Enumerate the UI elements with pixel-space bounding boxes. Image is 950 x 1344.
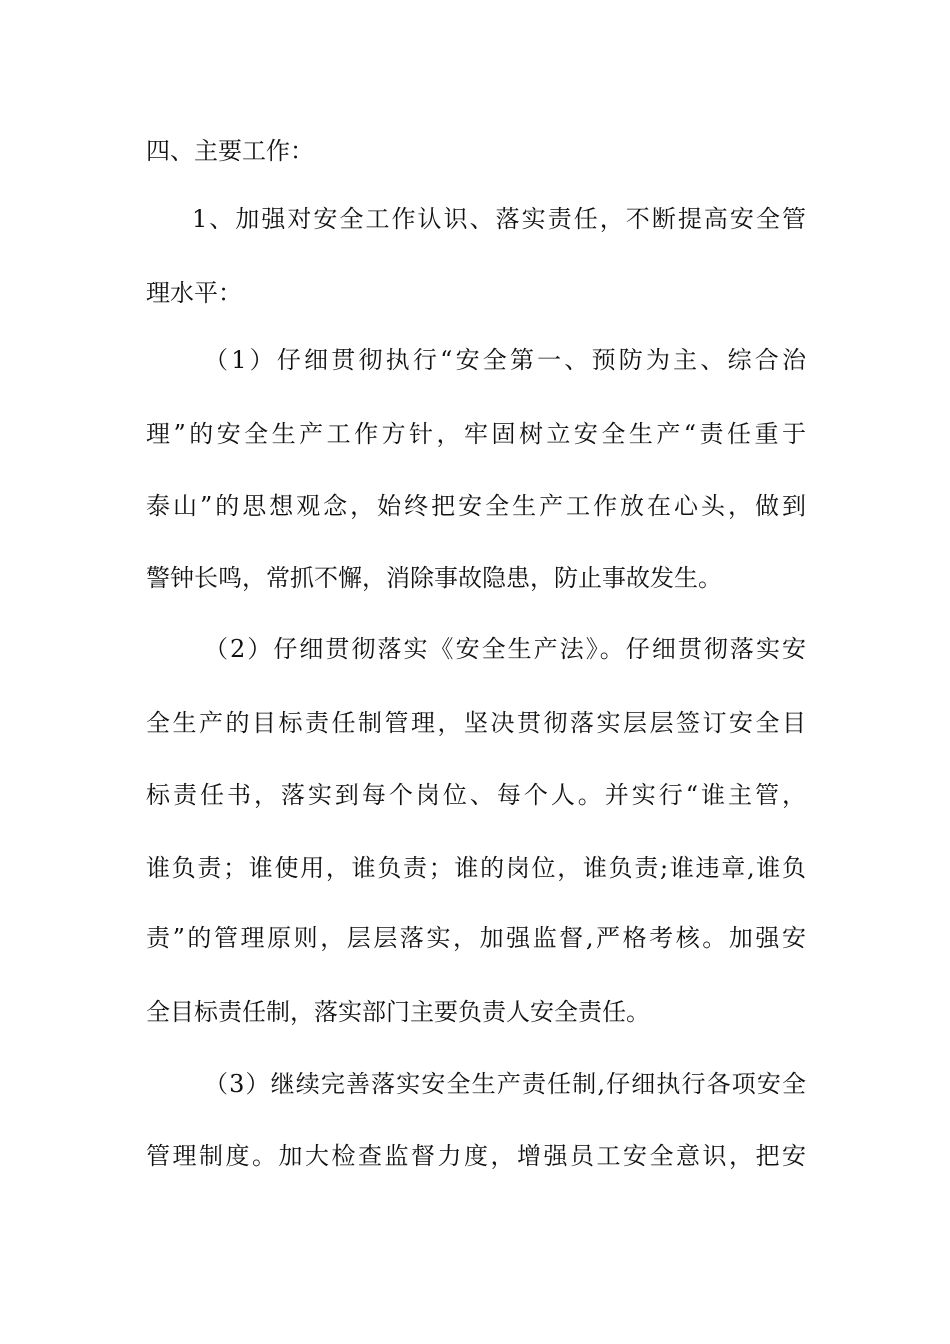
paragraph-line: （3）继续完善落实安全生产责任制,仔细执行各项安全 xyxy=(204,1070,806,1098)
paragraph-line: 理水平： xyxy=(146,279,242,307)
paragraph-line: （1）仔细贯彻执行“安全第一、预防为主、综合治 xyxy=(204,346,806,374)
paragraph-line: 责”的管理原则，层层落实，加强监督,严格考核。加强安 xyxy=(146,924,806,952)
section-heading: 四、主要工作： xyxy=(146,137,314,165)
paragraph-line: （2）仔细贯彻落实《安全生产法》。仔细贯彻落实安 xyxy=(204,635,806,663)
paragraph-line: 谁负责；谁使用，谁负责；谁的岗位，谁负责;谁违章,谁负 xyxy=(146,854,806,882)
paragraph-line: 理”的安全生产工作方针，牢固树立安全生产“责任重于 xyxy=(146,420,806,448)
paragraph-line: 全目标责任制，落实部门主要负责人安全责任。 xyxy=(146,998,650,1026)
paragraph-line: 标责任书，落实到每个岗位、每个人。并实行“谁主管， xyxy=(146,781,806,809)
paragraph-line: 1、加强对安全工作认识、落实责任，不断提高安全管 xyxy=(192,205,806,233)
paragraph-line: 警钟长鸣，常抓不懈，消除事故隐患，防止事故发生。 xyxy=(146,564,722,592)
paragraph-line: 泰山”的思想观念，始终把安全生产工作放在心头，做到 xyxy=(146,492,806,520)
paragraph-line: 管理制度。加大检查监督力度，增强员工安全意识，把安 xyxy=(146,1142,806,1170)
paragraph-line: 全生产的目标责任制管理，坚决贯彻落实层层签订安全目 xyxy=(146,709,806,737)
